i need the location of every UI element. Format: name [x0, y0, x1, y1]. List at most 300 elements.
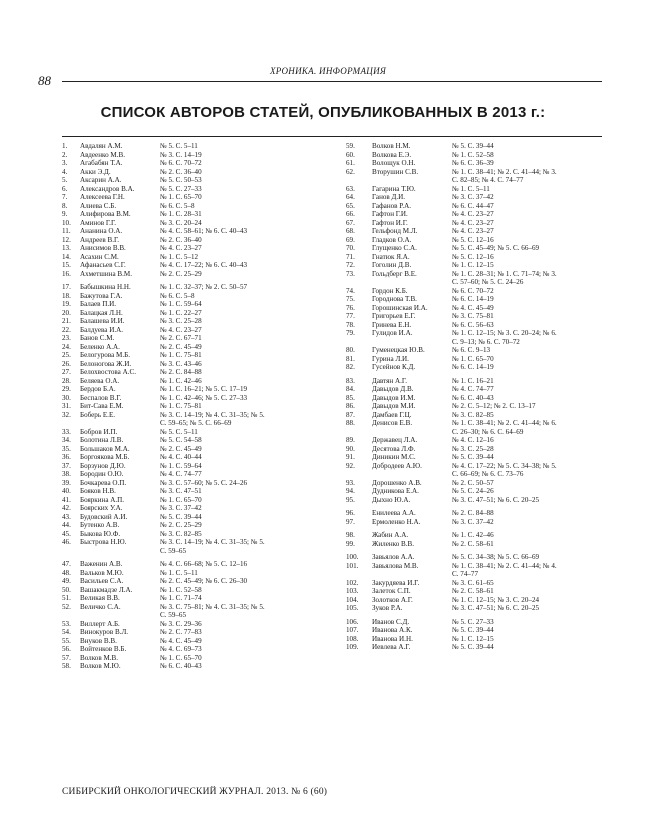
author-entry: [62, 351, 346, 360]
author-entry: [62, 521, 346, 530]
author-entry: [346, 151, 608, 160]
author-entry: [62, 594, 346, 603]
entry-number: 64.: [346, 193, 355, 201]
author-entry: [62, 202, 346, 211]
author-name: Быстрова Н.Ю.: [80, 538, 127, 546]
author-entry: [346, 377, 608, 386]
issue-reference: № 4. С. 58–61; № 6. С. 40–43: [160, 227, 248, 235]
author-entry: [62, 620, 346, 629]
issue-reference: № 1. С. 42–46: [160, 376, 202, 385]
author-entry: [346, 142, 608, 151]
issue-reference-continued: С. 74–77: [452, 570, 479, 578]
issue-reference: № 1. С. 38–41; № 2. С. 41–44; № 4.: [452, 561, 557, 570]
entry-number: 98.: [346, 531, 355, 539]
issue-reference: № 1. С. 5–11: [452, 184, 490, 193]
author-entry: [346, 295, 608, 304]
header-rule: [62, 81, 602, 82]
author-name: Беляева О.А.: [80, 376, 120, 385]
issue-reference: № 6. С. 9–13: [452, 346, 491, 354]
entry-number: 19.: [62, 300, 71, 308]
entry-number: 67.: [346, 218, 355, 227]
issue-reference: № 1. С. 65–70: [160, 653, 202, 662]
author-entry: [62, 513, 346, 522]
issue-reference: № 1. С. 52–58: [452, 150, 494, 159]
issue-reference: № 1. С. 75–81: [160, 402, 202, 410]
issue-reference: № 1. С. 59–64: [160, 300, 202, 308]
author-entry: [62, 151, 346, 160]
issue-reference: № 5. С. 5–11: [160, 142, 198, 150]
author-entry: [346, 244, 608, 253]
entry-number: 74.: [346, 286, 355, 295]
entry-number: 97.: [346, 517, 355, 526]
author-entry: [346, 159, 608, 168]
issue-reference: № 6. С. 5–8: [160, 201, 195, 210]
author-name: Гуменецкая Ю.В.: [372, 346, 425, 354]
page-number: 88: [38, 73, 51, 88]
entry-number: 46.: [62, 538, 71, 546]
author-name: Давтян А.Г.: [372, 376, 407, 385]
author-name: Белохвостова А.С.: [80, 368, 136, 376]
author-entry: [346, 394, 608, 403]
issue-reference-continuation: [346, 570, 608, 579]
page-title: СПИСОК АВТОРОВ СТАТЕЙ, ОПУБЛИКОВАННЫХ В 2013 г.:: [100, 104, 546, 121]
entry-number: 105.: [346, 604, 359, 612]
entry-number: 106.: [346, 617, 359, 626]
author-entry: [62, 628, 346, 637]
author-entry: [62, 445, 346, 454]
entry-number: 100.: [346, 553, 359, 561]
entry-number: 13.: [62, 244, 71, 252]
issue-reference: № 1. С. 38–41; № 2. С. 41–44; № 6.: [452, 419, 557, 427]
author-entry: [346, 193, 608, 202]
issue-reference: № 2. С. 25–29: [160, 521, 202, 529]
entry-number: 75.: [346, 295, 355, 303]
issue-reference: № 3. С. 25–28: [452, 444, 494, 453]
entry-number: 108.: [346, 634, 359, 643]
author-name: Анисимов В.В.: [80, 244, 126, 252]
author-name: Бочкарева О.П.: [80, 478, 127, 487]
author-entry: [346, 462, 608, 471]
author-name: Авдеенко М.В.: [80, 150, 125, 159]
author-entry: [346, 626, 608, 635]
entry-number: 24.: [62, 342, 71, 351]
issue-reference-continuation: [346, 338, 608, 347]
author-entry: [62, 569, 346, 578]
author-name: Гоголин Д.В.: [372, 261, 412, 269]
issue-reference: № 4. С. 74–77: [160, 470, 202, 478]
entry-number: 26.: [62, 359, 71, 368]
issue-reference: № 1. С. 12–15; № 3. С. 20–24; № 6.: [452, 329, 557, 337]
author-entry: [62, 654, 346, 663]
entry-number: 28.: [62, 376, 71, 385]
issue-reference: № 2. С. 25–29: [160, 269, 202, 278]
author-entry: [346, 321, 608, 330]
author-entry: [62, 560, 346, 569]
entry-number: 47.: [62, 560, 71, 568]
issue-reference: № 3. С. 75–81: [452, 312, 494, 320]
author-name: Балашева И.И.: [80, 317, 125, 325]
author-name: Григорьев Е.Г.: [372, 312, 416, 320]
entry-number: 88.: [346, 419, 355, 427]
entry-number: 58.: [62, 662, 71, 670]
issue-reference: № 6. С. 5–8: [160, 291, 195, 300]
author-name: Жиленко В.В.: [372, 539, 415, 548]
author-entry: [62, 368, 346, 377]
author-entry: [346, 445, 608, 454]
issue-reference: № 5. С. 34–38; № 5. С. 66–69: [452, 553, 540, 561]
author-entry: [346, 531, 608, 540]
author-name: Енилеева А.А.: [372, 509, 416, 517]
entry-number: 82.: [346, 363, 355, 371]
issue-reference: № 5. С. 12–16: [452, 252, 494, 261]
author-name: Балацкая Л.Н.: [80, 308, 123, 317]
author-name: Дыхно Ю.А.: [372, 495, 411, 504]
issue-reference: № 3. С. 57–60; № 5. С. 24–26: [160, 478, 248, 487]
entry-number: 14.: [62, 252, 71, 261]
author-entry: [62, 479, 346, 488]
author-name: Диникин М.С.: [372, 453, 416, 461]
author-entry: [346, 287, 608, 296]
author-entry: [62, 496, 346, 505]
entry-number: 66.: [346, 210, 355, 218]
entry-number: 69.: [346, 235, 355, 244]
entry-number: 3.: [62, 159, 68, 167]
entry-number: 56.: [62, 645, 71, 653]
author-name: Большаков М.А.: [80, 444, 130, 453]
issue-reference: № 1. С. 52–58: [160, 585, 202, 594]
issue-reference: № 4. С. 40–44: [160, 453, 202, 461]
entry-number: 22.: [62, 325, 71, 334]
author-entry: [346, 635, 608, 644]
entry-number: 53.: [62, 619, 71, 628]
entry-number: 41.: [62, 495, 71, 504]
entry-number: 109.: [346, 643, 359, 651]
author-entry: [346, 329, 608, 338]
author-name: Алексеева Г.Н.: [80, 193, 125, 201]
author-entry: [62, 176, 346, 185]
author-name: Волков Н.М.: [372, 142, 411, 150]
author-name: Гусейнов К.Д.: [372, 363, 416, 371]
author-entry: [62, 645, 346, 654]
author-name: Гагарина Т.Ю.: [372, 184, 416, 193]
author-name: Авдалян А.М.: [80, 142, 123, 150]
issue-reference: № 6. С. 40–43: [160, 662, 202, 670]
author-entry: [62, 385, 346, 394]
author-entry: [346, 596, 608, 605]
entry-number: 52.: [62, 602, 71, 611]
author-name: Боберь Е.Е.: [80, 410, 116, 419]
issue-reference: № 4. С. 45–49: [160, 636, 202, 645]
entry-number: 15.: [62, 261, 71, 269]
author-entry: [62, 227, 346, 236]
entry-number: 90.: [346, 444, 355, 453]
author-entry: [346, 304, 608, 313]
entry-number: 35.: [62, 444, 71, 453]
issue-reference-continuation: [346, 176, 608, 185]
entry-number: 45.: [62, 529, 71, 538]
author-name: Важенин А.В.: [80, 560, 123, 568]
author-entry: [62, 487, 346, 496]
author-entry: [346, 253, 608, 262]
entry-number: 1.: [62, 142, 68, 150]
author-name: Волков М.В.: [80, 653, 119, 662]
author-name: Зуков Р.А.: [372, 604, 403, 612]
author-entry: [346, 509, 608, 518]
issue-reference-continued: С. 59–65: [160, 546, 187, 555]
issue-reference-continued: С. 9–13; № 6. С. 70–72: [452, 337, 520, 346]
author-name: Иевлева А.Г.: [372, 643, 411, 651]
author-name: Гольдберг В.Е.: [372, 269, 417, 278]
issue-reference: № 6. С. 70–72: [452, 286, 494, 295]
author-entry: [62, 377, 346, 386]
author-name: Залеток С.П.: [372, 587, 411, 595]
entry-number: 78.: [346, 320, 355, 329]
author-name: Гельфонд М.Л.: [372, 227, 418, 235]
issue-reference: № 3. С. 37–42: [160, 504, 202, 512]
issue-reference: № 1. С. 28–31; № 1. С. 71–74; № 3.: [452, 269, 557, 278]
issue-reference: № 6. С. 44–47: [452, 201, 494, 210]
issue-reference-continued: С. 82–85; № 4. С. 74–77: [452, 176, 524, 184]
issue-reference: № 3. С. 75–81; № 4. С. 31–35; № 5.: [160, 602, 265, 611]
entry-number: 51.: [62, 594, 71, 602]
issue-reference: № 1. С. 5–12: [160, 252, 199, 261]
issue-reference-continuation: [62, 547, 346, 556]
author-entry: [62, 360, 346, 369]
issue-reference-continuation: [346, 428, 608, 437]
author-name: Алиева С.Б.: [80, 201, 117, 210]
issue-reference: № 4. С. 23–27: [160, 244, 202, 252]
author-entry: [346, 411, 608, 420]
issue-reference: № 1. С. 75–81: [160, 351, 202, 359]
issue-reference: № 4. С. 23–27: [452, 227, 494, 235]
author-name: Волкова Е.Э.: [372, 150, 412, 159]
entry-number: 11.: [62, 227, 71, 235]
issue-reference: № 3. С. 47–51; № 6. С. 20–25: [452, 495, 540, 504]
author-name: Внуков В.В.: [80, 636, 117, 645]
author-name: Будовский А.И.: [80, 512, 128, 521]
entry-number: 91.: [346, 453, 355, 461]
issue-reference: № 2. С. 36–40: [160, 235, 202, 244]
author-entry: [62, 462, 346, 471]
issue-reference: № 5. С. 54–58: [160, 436, 202, 444]
author-name: Завьялова М.В.: [372, 561, 419, 570]
entry-number: 7.: [62, 193, 68, 201]
entry-number: 33.: [62, 427, 71, 436]
entry-number: 12.: [62, 235, 71, 244]
entry-number: 104.: [346, 595, 359, 604]
entry-number: 32.: [62, 410, 71, 419]
issue-reference: № 1. С. 42–46; № 5. С. 27–33: [160, 393, 248, 402]
author-name: Дорошенко А.В.: [372, 478, 422, 487]
author-name: Бутенко А.В.: [80, 521, 120, 529]
issue-reference: № 3. С. 47–51: [160, 487, 202, 495]
author-list-right-column: [346, 142, 608, 652]
author-entry: [346, 479, 608, 488]
author-name: Александров В.А.: [80, 184, 135, 193]
author-name: Боярских У.А.: [80, 504, 123, 512]
author-name: Волков М.Ю.: [80, 662, 121, 670]
author-list-left-column: [62, 142, 346, 671]
entry-number: 21.: [62, 317, 71, 325]
author-entry: [346, 355, 608, 364]
author-name: Бабышкина Н.Н.: [80, 283, 131, 291]
entry-number: 83.: [346, 376, 355, 385]
entry-number: 70.: [346, 244, 355, 252]
author-entry: [62, 402, 346, 411]
entry-number: 57.: [62, 653, 71, 662]
entry-number: 71.: [346, 252, 355, 261]
entry-number: 23.: [62, 334, 71, 342]
entry-number: 30.: [62, 393, 71, 402]
author-name: Бояков Н.В.: [80, 487, 116, 495]
issue-reference: № 1. С. 22–27: [160, 308, 202, 317]
author-entry: [346, 346, 608, 355]
issue-reference-continuation: [62, 611, 346, 620]
author-name: Банов С.М.: [80, 334, 115, 342]
issue-reference: № 5. С. 39–44: [452, 453, 494, 461]
author-entry: [346, 518, 608, 527]
issue-reference: № 5. С. 50–53: [160, 176, 202, 184]
author-name: Волощук О.Н.: [372, 159, 416, 167]
entry-number: 43.: [62, 512, 71, 521]
issue-reference: № 5. С. 5–11: [160, 427, 198, 436]
author-name: Васильев С.А.: [80, 577, 124, 585]
issue-reference-continued: С. 59–65: [160, 611, 187, 619]
author-entry: [62, 436, 346, 445]
author-entry: [62, 185, 346, 194]
author-entry: [346, 402, 608, 411]
issue-reference-continued: С. 59–65; № 5. С. 66–69: [160, 419, 232, 427]
issue-reference: № 3. С. 20–24: [160, 218, 202, 227]
author-name: Болотина Л.В.: [80, 436, 124, 444]
issue-reference: № 6. С. 14–19: [452, 363, 494, 371]
entry-number: 101.: [346, 561, 359, 570]
issue-reference: № 3. С. 43–46: [160, 359, 202, 368]
issue-reference-continuation: [346, 278, 608, 287]
author-name: Аксарин А.А.: [80, 176, 122, 184]
author-entry: [62, 283, 346, 292]
issue-reference: № 4. С. 23–27: [160, 325, 202, 334]
issue-reference-continuation: [346, 470, 608, 479]
issue-reference: № 1. С. 16–21: [452, 376, 494, 385]
entry-number: 55.: [62, 636, 71, 645]
author-name: Гафтон И.Г.: [372, 218, 408, 227]
author-entry: [62, 637, 346, 646]
issue-reference: № 2. С. 45–49; № 6. С. 26–30: [160, 577, 248, 585]
author-entry: [346, 553, 608, 562]
author-entry: [62, 168, 346, 177]
author-name: Гладков О.А.: [372, 235, 412, 244]
author-name: Бородин О.Ю.: [80, 470, 124, 478]
author-entry: [346, 202, 608, 211]
entry-number: 5.: [62, 176, 68, 184]
author-entry: [346, 604, 608, 613]
author-name: Добродеев А.Ю.: [372, 461, 422, 470]
author-name: Глущенко С.А.: [372, 244, 417, 252]
author-entry: [346, 487, 608, 496]
entry-number: 86.: [346, 402, 355, 410]
issue-reference: № 2. С. 36–40: [160, 167, 202, 176]
author-entry: [346, 210, 608, 219]
entry-number: 93.: [346, 478, 355, 487]
issue-reference: № 5. С. 45–49; № 5. С. 66–69: [452, 244, 540, 252]
author-name: Бит-Сава Е.М.: [80, 402, 124, 410]
author-name: Иванова И.Н.: [372, 634, 413, 643]
author-name: Давыдов Д.В.: [372, 385, 414, 393]
author-name: Вальков М.Ю.: [80, 568, 124, 577]
issue-reference-continuation: [62, 419, 346, 428]
author-name: Балаев П.И.: [80, 300, 117, 308]
entry-number: 50.: [62, 585, 71, 594]
author-name: Ермоленко Н.А.: [372, 517, 421, 526]
issue-reference: № 3. С. 61–65: [452, 578, 494, 587]
section-header: ХРОНИКА. ИНФОРМАЦИЯ: [270, 66, 387, 76]
author-name: Беспалов В.Г.: [80, 393, 122, 402]
author-entry: [346, 185, 608, 194]
issue-reference: № 1. С. 65–70: [160, 495, 202, 504]
issue-reference: № 2. С. 5–12; № 2. С. 13–17: [452, 402, 536, 410]
author-entry: [346, 385, 608, 394]
author-name: Завьялов А.А.: [372, 553, 415, 561]
author-name: Виллерт А.Б.: [80, 619, 120, 628]
author-name: Закурдяева И.Г.: [372, 578, 420, 587]
entry-number: 2.: [62, 150, 68, 159]
entry-number: 36.: [62, 453, 71, 461]
author-entry: [62, 193, 346, 202]
author-name: Городнова Т.В.: [372, 295, 417, 303]
author-name: Гафтон Г.И.: [372, 210, 408, 218]
entry-number: 31.: [62, 402, 71, 410]
issue-reference-continued: С. 66–69; № 6. С. 73–76: [452, 470, 524, 478]
entry-number: 37.: [62, 461, 71, 470]
author-name: Жабин А.А.: [372, 531, 409, 539]
issue-reference: № 4. С. 17–22; № 5. С. 34–38; № 5.: [452, 461, 557, 470]
author-entry: [346, 270, 608, 279]
author-entry: [346, 168, 608, 177]
author-entry: [62, 159, 346, 168]
author-entry: [62, 142, 346, 151]
author-name: Горошинская И.А.: [372, 303, 428, 312]
issue-reference: № 4. С. 12–16: [452, 436, 494, 444]
author-name: Гордон К.Б.: [372, 286, 408, 295]
issue-reference: № 6. С. 14–19: [452, 295, 494, 303]
author-entry: [62, 270, 346, 279]
issue-reference-continued: С. 57–60; № 5. С. 24–26: [452, 278, 524, 286]
entry-number: 84.: [346, 385, 355, 393]
issue-reference: № 6. С. 36–39: [452, 159, 494, 167]
entry-number: 76.: [346, 303, 355, 312]
entry-number: 63.: [346, 184, 355, 193]
issue-reference: № 3. С. 82–85: [452, 410, 494, 419]
author-name: Белогурова М.Б.: [80, 351, 130, 359]
title-rule: [62, 136, 602, 137]
author-entry: [62, 219, 346, 228]
entry-number: 92.: [346, 461, 355, 470]
entry-number: 17.: [62, 283, 71, 291]
issue-reference: № 5. С. 39–44: [160, 512, 202, 521]
author-name: Иванов С.Д.: [372, 617, 410, 626]
author-name: Акки Э.Д.: [80, 167, 111, 176]
issue-reference: № 4. С. 74–77: [452, 385, 494, 393]
issue-reference: № 3. С. 25–28: [160, 317, 202, 325]
issue-reference: № 1. С. 16–21; № 5. С. 17–19: [160, 385, 248, 393]
author-entry: [62, 253, 346, 262]
issue-reference: № 2. С. 58–61: [452, 539, 494, 548]
author-name: Давыдов М.И.: [372, 402, 416, 410]
entry-number: 85.: [346, 393, 355, 402]
author-name: Денисов Е.В.: [372, 419, 413, 427]
entry-number: 49.: [62, 577, 71, 585]
